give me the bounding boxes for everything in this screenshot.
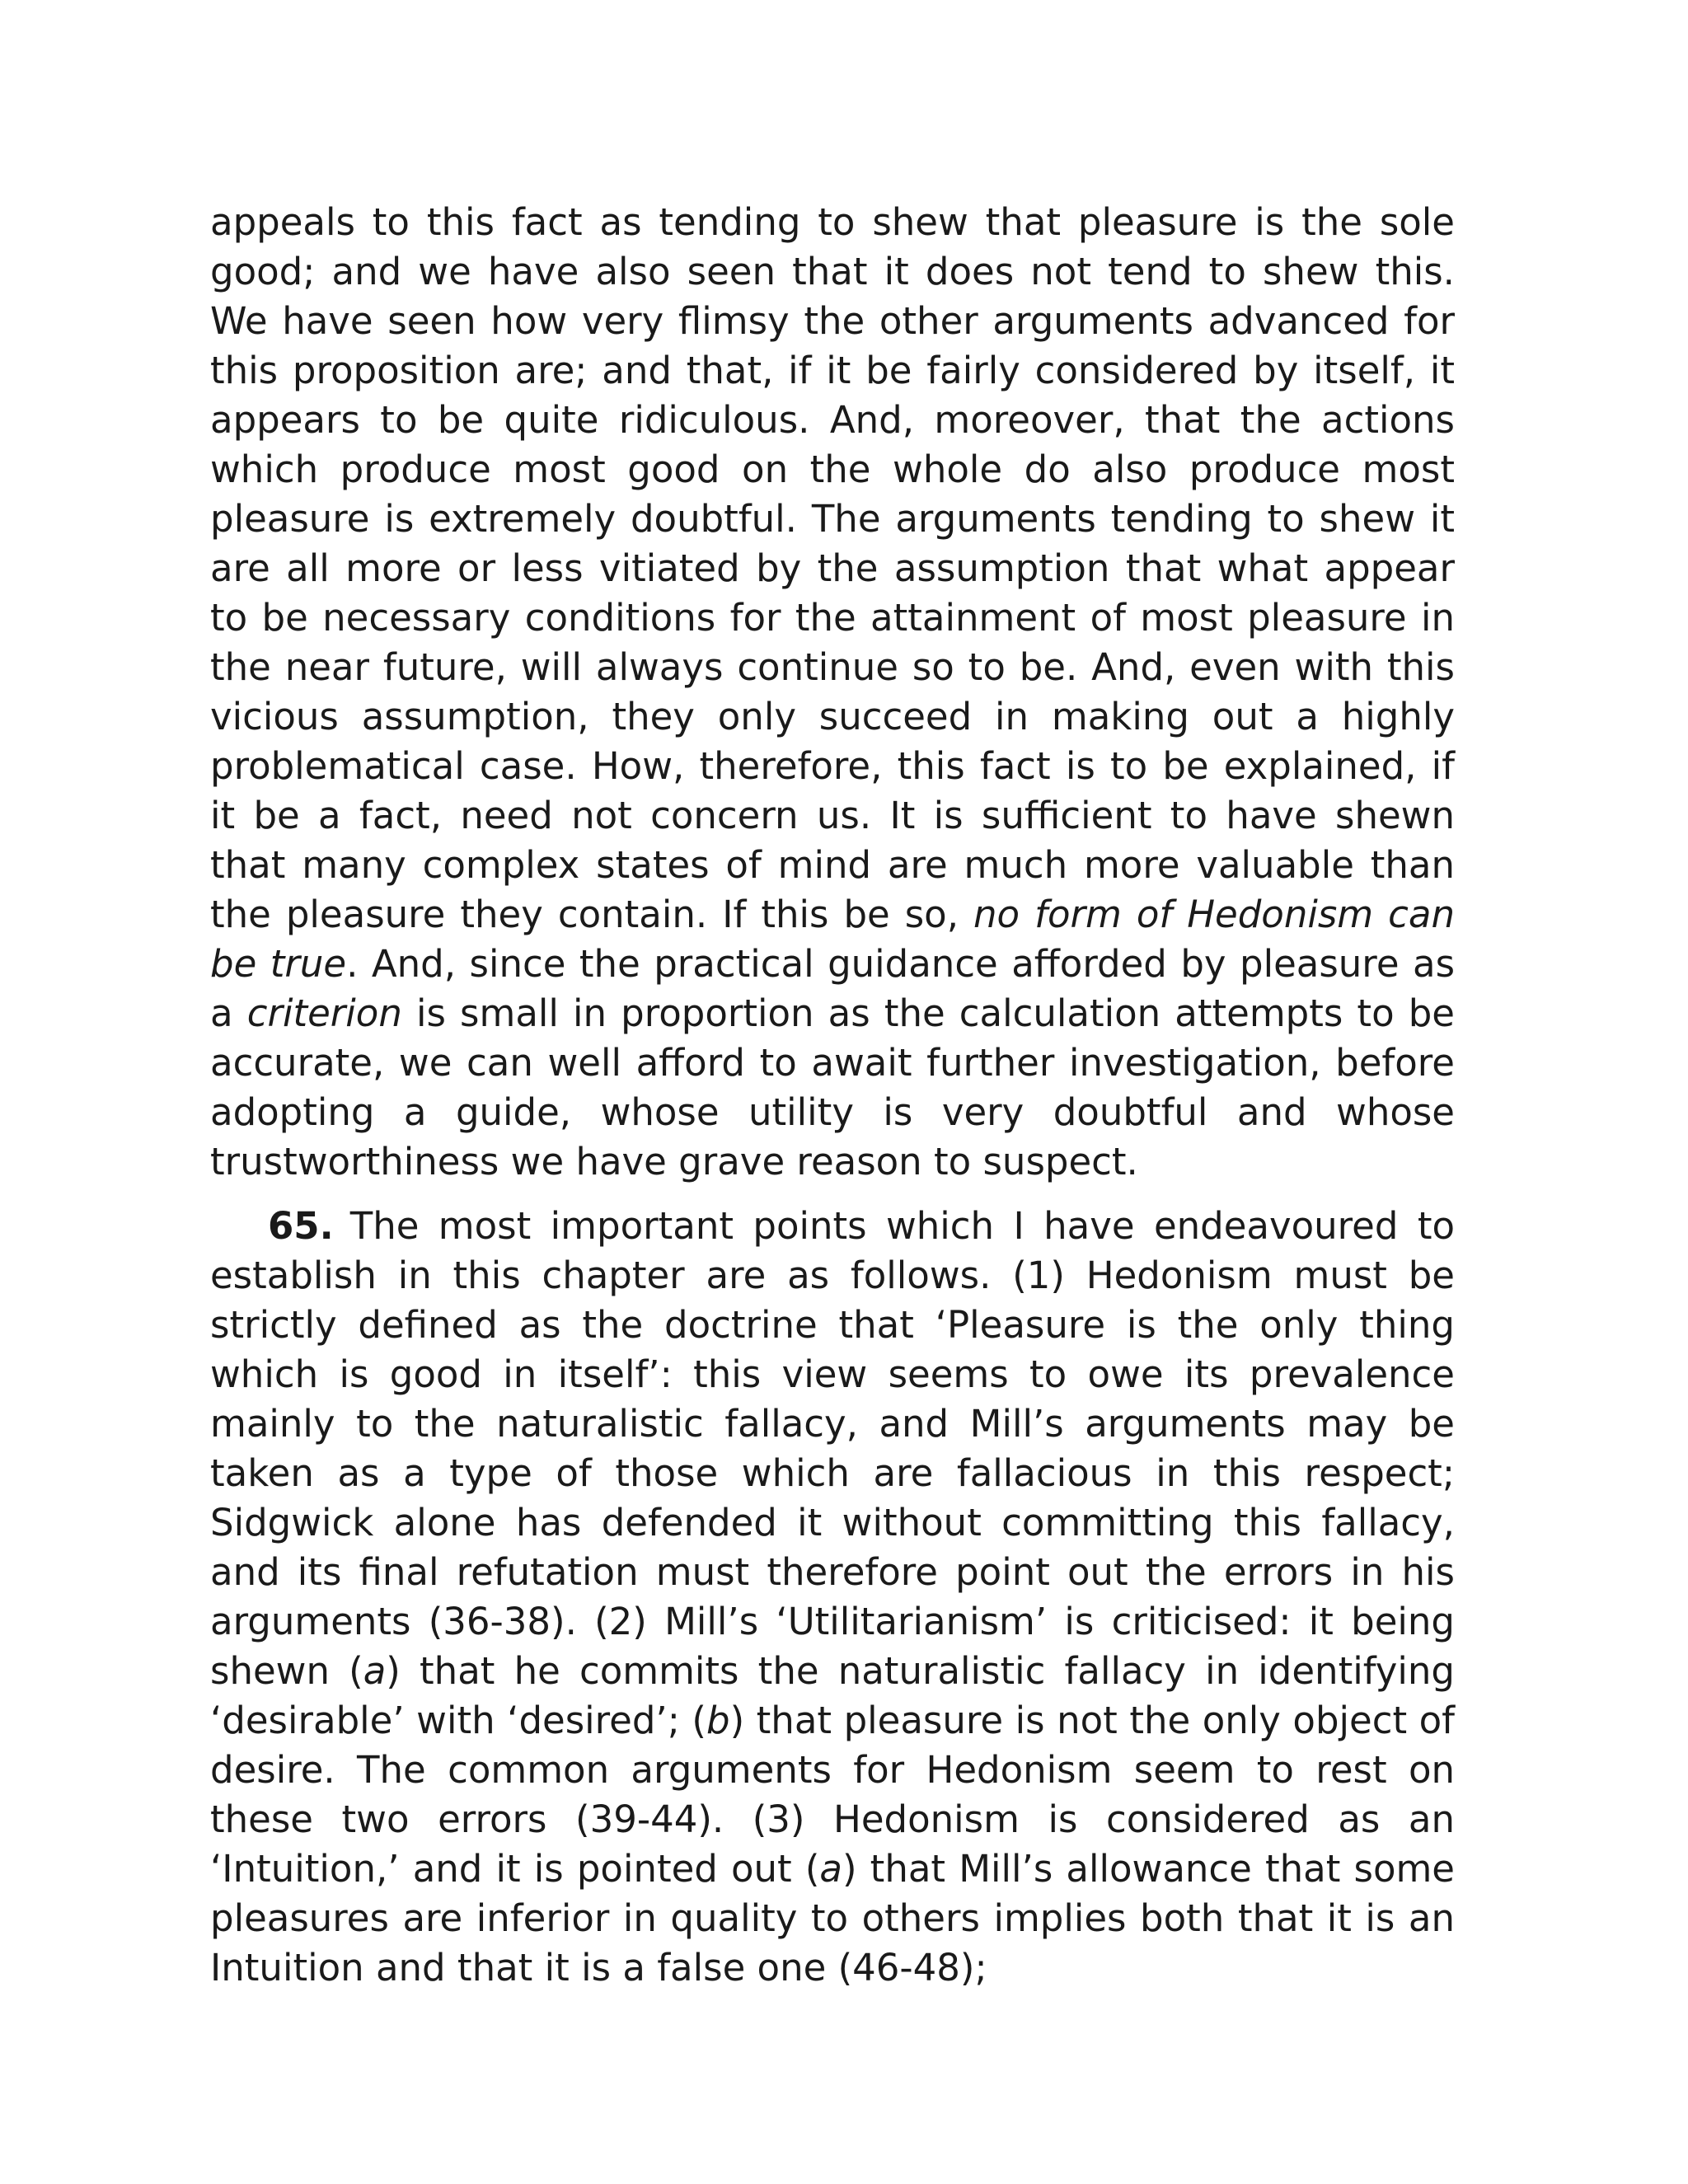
- text-run: ) that he commits the naturalistic fallacy in identifying ‘desirable’ with ‘desired’; (: [210, 1649, 1455, 1742]
- text-run: . And, since the practical guidance afforded by pleasure as a: [210, 942, 1456, 1035]
- emphasis-text: a: [819, 1847, 842, 1891]
- paragraph-section-65: [210, 1202, 1455, 1993]
- section-number: 65.: [268, 1204, 334, 1248]
- emphasis-text: b: [706, 1699, 730, 1742]
- paragraph-continuation: [210, 198, 1455, 1187]
- text-run: ) that pleasure is not the only object of desire. The common arguments for Hedonism seem to rest on these two errors (39-44). (3) Hedonism is considered as an ‘Intuition,’ and it is pointed out (: [210, 1699, 1455, 1891]
- text-run: ) that Mill’s allowance that some pleasures are inferior in quality to others implies both that it is an Intuition and that it is a false one (46-48);: [210, 1847, 1455, 1990]
- emphasis-text: criterion: [246, 991, 402, 1035]
- emphasis-text: a: [363, 1649, 387, 1693]
- text-run: appeals to this fact as tending to shew that pleasure is the sole good; and we have also seen that it does not tend to shew this. We have seen how very flimsy the other arguments advanced for this proposition are; and that, if it be fairly considered by itself, it appears to be quite ridiculous. And, moreover, that the actions which produce most good on the whole do also produce most pleasure is extremely doubtful. The arguments tending to shew it are all more or less vitiated by the assumption that what appear to be necessary conditions for the attainment of most pleasure in the near future, will always continue so to be. And, even with this vicious assumption, they only succeed in making out a highly problematical case. How, therefore, this fact is to be explained, if it be a fact, need not concern us. It is sufficient to have shewn that many complex states of mind are much more valuable than the pleasure they contain. If this be so,: [210, 200, 1455, 936]
- text-run: The most important points which I have endeavoured to establish in this chapter are as follows. (1) Hedonism must be strictly defined as the doctrine that ‘Pleasure is the only thing which is good in itself’: this view seems to owe its prevalence mainly to the naturalistic fallacy, and Mill’s arguments may be taken as a type of those which are fallacious in this respect; Sidgwick alone has defended it without committing this fallacy, and its final refutation must therefore point out the errors in his arguments (36-38). (2) Mill’s ‘Utilitarianism’ is criticised: it being shewn (: [210, 1204, 1455, 1693]
- emphasis-text: no form of Hedonism can be true: [210, 893, 1455, 986]
- page-body: [210, 198, 1455, 1993]
- text-run: is small in proportion as the calculation attempts to be accurate, we can well afford to await further investigation, before adopting a guide, whose utility is very doubtful and whose trustworthiness we have grave reason to suspect.: [210, 991, 1455, 1183]
